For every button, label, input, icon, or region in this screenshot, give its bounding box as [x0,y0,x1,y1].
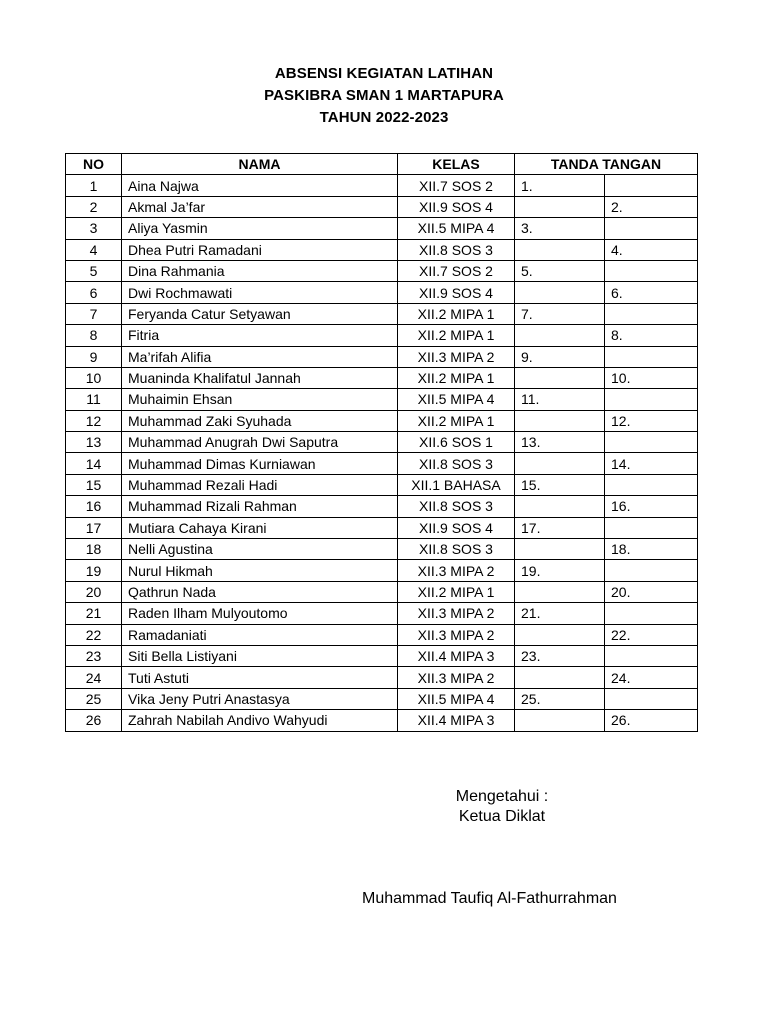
table-row [66,688,698,709]
acknowledged-label: Mengetahui : [455,788,549,805]
table-row [66,539,698,560]
row-number: 18 [66,539,122,560]
row-name: Aliya Yasmin [122,218,398,239]
row-number: 13 [66,432,122,453]
signature-cell-left [515,239,605,260]
document-title: ABSENSI KEGIATAN LATIHAN [274,65,494,82]
row-number: 20 [66,581,122,602]
row-name: Muhammad Zaki Syuhada [122,410,398,431]
row-class: XII.8 SOS 3 [398,453,515,474]
signature-cell-right: 20. [605,581,698,602]
signature-cell-left [515,410,605,431]
row-class: XII.5 MIPA 4 [398,688,515,709]
row-number: 1 [66,175,122,196]
row-class: XII.6 SOS 1 [398,432,515,453]
row-name: Mutiara Cahaya Kirani [122,517,398,538]
table-row [66,667,698,688]
row-number: 11 [66,389,122,410]
signature-cell-right [605,474,698,495]
signature-cell-left: 9. [515,346,605,367]
signature-cell-left: 25. [515,688,605,709]
signature-cell-right: 8. [605,325,698,346]
signature-cell-left: 1. [515,175,605,196]
row-class: XII.4 MIPA 3 [398,645,515,666]
table-row [66,453,698,474]
row-number: 16 [66,496,122,517]
signature-cell-right [605,175,698,196]
table-row [66,175,698,196]
signature-cell-left [515,453,605,474]
table-row [66,560,698,581]
row-class: XII.5 MIPA 4 [398,218,515,239]
signature-cell-right: 4. [605,239,698,260]
signature-cell-right: 14. [605,453,698,474]
row-name: Nurul Hikmah [122,560,398,581]
signature-cell-left: 11. [515,389,605,410]
signature-cell-left [515,667,605,688]
table-row [66,389,698,410]
row-number: 10 [66,367,122,388]
row-class: XII.2 MIPA 1 [398,303,515,324]
row-number: 9 [66,346,122,367]
column-header-no: NO [66,154,122,175]
row-number: 6 [66,282,122,303]
row-number: 7 [66,303,122,324]
column-header-nama: NAMA [122,154,398,175]
signature-cell-left: 15. [515,474,605,495]
signature-cell-right [605,645,698,666]
row-name: Dina Rahmania [122,260,398,281]
row-class: XII.1 BAHASA [398,474,515,495]
table-row [66,196,698,217]
table-row [66,432,698,453]
row-number: 24 [66,667,122,688]
row-number: 19 [66,560,122,581]
row-class: XII.3 MIPA 2 [398,624,515,645]
table-row [66,260,698,281]
signature-cell-left [515,282,605,303]
row-number: 23 [66,645,122,666]
signature-cell-right [605,260,698,281]
row-number: 25 [66,688,122,709]
row-class: XII.2 MIPA 1 [398,367,515,388]
document-header [0,63,768,129]
row-class: XII.8 SOS 3 [398,539,515,560]
signature-cell-left [515,367,605,388]
row-number: 4 [66,239,122,260]
signature-cell-left: 3. [515,218,605,239]
table-row [66,367,698,388]
row-number: 8 [66,325,122,346]
row-name: Fitria [122,325,398,346]
signature-cell-left: 13. [515,432,605,453]
row-class: XII.3 MIPA 2 [398,603,515,624]
row-name: Raden Ilham Mulyoutomo [122,603,398,624]
signature-cell-right: 24. [605,667,698,688]
row-class: XII.2 MIPA 1 [398,581,515,602]
signature-cell-left [515,539,605,560]
signature-cell-right [605,346,698,367]
row-class: XII.2 MIPA 1 [398,325,515,346]
row-class: XII.7 SOS 2 [398,175,515,196]
row-class: XII.9 SOS 4 [398,517,515,538]
row-number: 17 [66,517,122,538]
signature-cell-right [605,389,698,410]
table-header-row [66,154,698,175]
row-name: Vika Jeny Putri Anastasya [122,688,398,709]
table-row [66,645,698,666]
column-header-tanda-tangan: TANDA TANGAN [515,154,698,175]
signature-cell-right [605,303,698,324]
row-number: 22 [66,624,122,645]
signature-cell-left [515,325,605,346]
row-number: 15 [66,474,122,495]
row-class: XII.3 MIPA 2 [398,667,515,688]
table-body [66,175,698,731]
table-row [66,496,698,517]
table-row [66,517,698,538]
row-class: XII.3 MIPA 2 [398,346,515,367]
signature-cell-left [515,496,605,517]
row-number: 2 [66,196,122,217]
row-number: 12 [66,410,122,431]
table-row [66,346,698,367]
row-number: 21 [66,603,122,624]
signature-cell-right [605,432,698,453]
signature-cell-left: 21. [515,603,605,624]
row-number: 26 [66,710,122,731]
attendance-table [65,153,698,732]
row-name: Aina Najwa [122,175,398,196]
signature-cell-left: 23. [515,645,605,666]
table-row [66,218,698,239]
row-name: Dhea Putri Ramadani [122,239,398,260]
table-row [66,474,698,495]
row-number: 5 [66,260,122,281]
signature-cell-right [605,688,698,709]
row-name: Dwi Rochmawati [122,282,398,303]
row-class: XII.4 MIPA 3 [398,710,515,731]
table-row [66,303,698,324]
position-label: Ketua Diklat [458,808,546,825]
table-row [66,581,698,602]
signature-cell-right: 18. [605,539,698,560]
row-name: Muhammad Rezali Hadi [122,474,398,495]
table-row [66,603,698,624]
row-name: Muhammad Dimas Kurniawan [122,453,398,474]
signature-cell-right: 10. [605,367,698,388]
row-class: XII.8 SOS 3 [398,496,515,517]
signature-cell-right: 6. [605,282,698,303]
row-name: Feryanda Catur Setyawan [122,303,398,324]
row-name: Siti Bella Listiyani [122,645,398,666]
signer-name: Muhammad Taufiq Al-Fathurrahman [362,890,617,907]
table-row [66,282,698,303]
signature-cell-right [605,517,698,538]
document-subtitle: PASKIBRA SMAN 1 MARTAPURA [264,87,504,104]
signature-cell-right: 16. [605,496,698,517]
row-name: Muhaimin Ehsan [122,389,398,410]
table-row [66,239,698,260]
table-row [66,410,698,431]
row-name: Nelli Agustina [122,539,398,560]
row-class: XII.7 SOS 2 [398,260,515,281]
row-number: 14 [66,453,122,474]
signature-cell-left: 19. [515,560,605,581]
row-name: Qathrun Nada [122,581,398,602]
row-class: XII.9 SOS 4 [398,282,515,303]
row-name: Tuti Astuti [122,667,398,688]
table-row [66,624,698,645]
row-class: XII.5 MIPA 4 [398,389,515,410]
row-class: XII.8 SOS 3 [398,239,515,260]
signature-cell-left [515,196,605,217]
signature-cell-left [515,710,605,731]
row-name: Ma’rifah Alifia [122,346,398,367]
row-name: Ramadaniati [122,624,398,645]
column-header-kelas: KELAS [398,154,515,175]
row-number: 3 [66,218,122,239]
signature-cell-left [515,581,605,602]
row-class: XII.9 SOS 4 [398,196,515,217]
row-class: XII.3 MIPA 2 [398,560,515,581]
signature-cell-right: 2. [605,196,698,217]
row-name: Muhammad Anugrah Dwi Saputra [122,432,398,453]
signature-cell-left [515,624,605,645]
table-row [66,325,698,346]
signature-cell-right [605,560,698,581]
signature-cell-right: 26. [605,710,698,731]
row-name: Akmal Ja’far [122,196,398,217]
signature-cell-right [605,218,698,239]
row-class: XII.2 MIPA 1 [398,410,515,431]
row-name: Muaninda Khalifatul Jannah [122,367,398,388]
signature-cell-right [605,603,698,624]
row-name: Zahrah Nabilah Andivo Wahyudi [122,710,398,731]
signature-cell-left: 17. [515,517,605,538]
signature-cell-left: 7. [515,303,605,324]
signature-cell-right: 22. [605,624,698,645]
table-row [66,710,698,731]
row-name: Muhammad Rizali Rahman [122,496,398,517]
document-year: TAHUN 2022-2023 [319,109,449,126]
signature-cell-left: 5. [515,260,605,281]
signature-cell-right: 12. [605,410,698,431]
